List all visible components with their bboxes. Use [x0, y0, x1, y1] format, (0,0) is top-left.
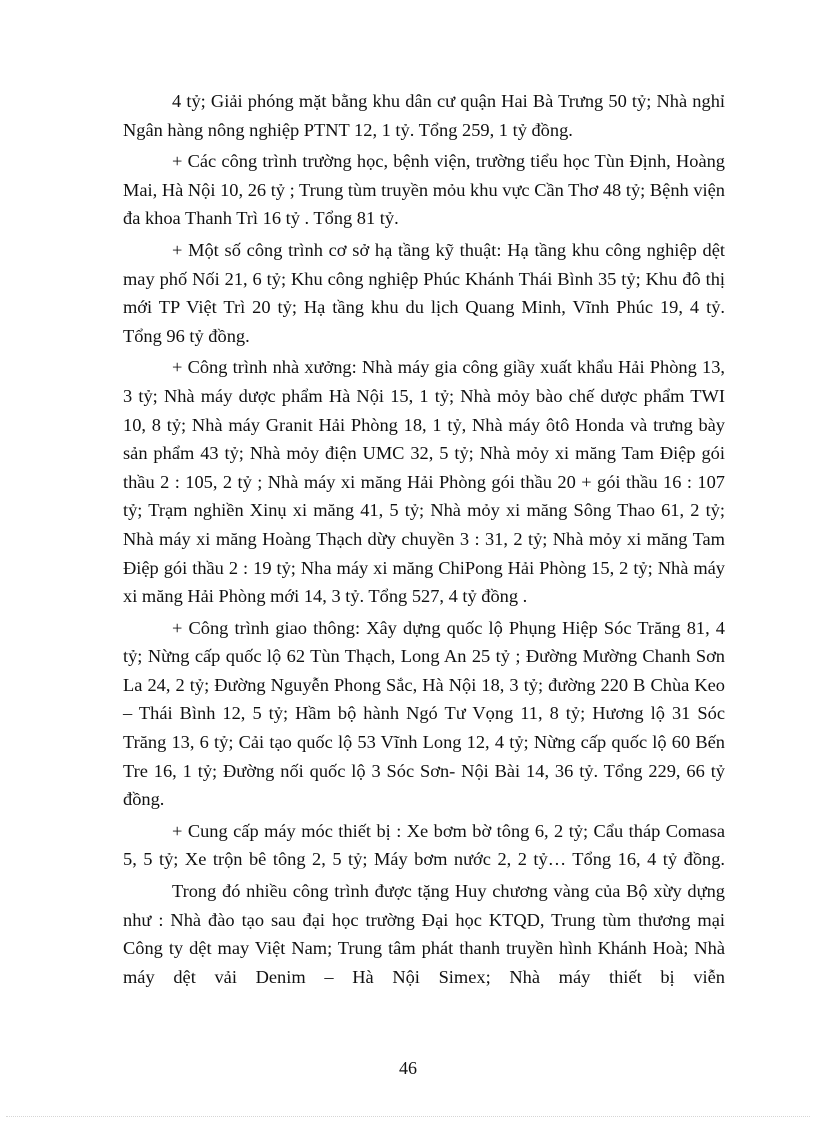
paragraph-1: 4 tỷ; Giải phóng mặt bằng khu dân cư quận Hai Bà Trưng 50 tỷ; Nhà nghỉ Ngân hàng nông nghiệp PTNT 12, 1 tỷ. Tổng 259, 1 tỷ đồng. [123, 91, 725, 140]
paragraph-7: Trong đó nhiều công trình được tặng Huy chương vàng của Bộ xừy dựng như : Nhà đào tạo sau đại học trường Đại học KTQD, Trung tùm thương mại Công ty dệt may Việt Nam; Trung tâm phát thanh truyền hình Khánh Hoà; Nhà máy dệt vải Denim – Hà Nội Simex; Nhà máy thiết bị viễn [123, 881, 725, 987]
paragraph-2: + Các công trình trường học, bệnh viện, trường tiểu học Tùn Định, Hoàng Mai, Hà Nội 10, 26 tỷ ; Trung tùm truyền mỏu khu vực Cần Thơ 48 tỷ; Bệnh viện đa khoa Thanh Trì 16 tỷ . Tổng 81 tỷ. [123, 151, 725, 229]
document-body [123, 87, 725, 994]
page-number: 46 [399, 1058, 417, 1078]
paragraph-5: + Công trình giao thông: Xây dựng quốc lộ Phụng Hiệp Sóc Trăng 81, 4 tỷ; Nừng cấp quốc lộ 62 Tùn Thạch, Long An 25 tỷ ; Đường Mường Chanh Sơn La 24, 2 tỷ; Đường Nguyễn Phong Sắc, Hà Nội 18, 3 tỷ; đường 220 B Chùa Keo – Thái Bình 12, 5 tỷ; Hầm bộ hành Ngó Tư Vọng 11, 8 tỷ; Hương lộ 31 Sóc Trăng 13, 6 tỷ; Cải tạo quốc lộ 53 Vĩnh Long 12, 4 tỷ; Nừng cấp quốc lộ 60 Bến Tre 16, 1 tỷ; Đường nối quốc lộ 3 Sóc Sơn- Nội Bài 14, 36 tỷ. Tổng 229, 66 tỷ đồng. [123, 617, 725, 810]
page-bottom-border [6, 1110, 810, 1117]
paragraph-4: + Công trình nhà xưởng: Nhà máy gia công giầy xuất khẩu Hải Phòng 13, 3 tỷ; Nhà máy dược phẩm Hà Nội 15, 1 tỷ; Nhà mỏy bào chế dược phẩm TWI 10, 8 tỷ; Nhà máy Granit Hải Phòng 18, 1 tỷ, Nhà máy ôtô Honda và trưng bày sản phẩm 43 tỷ; Nhà mỏy điện UMC 32, 5 tỷ; Nhà mỏy xi măng Tam Điệp gói thầu 2 : 105, 2 tỷ ; Nhà máy xi măng Hải Phòng gói thầu 20 + gói thầu 16 : 107 tỷ; Trạm nghiền Xinụ xi măng 41, 5 tỷ; Nhà mỏy xi măng Sông Thao 61, 2 tỷ; Nhà máy xi măng Hoàng Thạch dừy chuyền 3 : 31, 2 tỷ; Nhà mỏy xi măng Tam Điệp gói thầu 2 : 19 tỷ; Nha máy xi măng ChiPong Hải Phòng 15, 2 tỷ; Nhà máy xi măng Hải Phòng mới 14, 3 tỷ. Tổng 527, 4 tỷ đồng . [123, 357, 725, 607]
paragraph-6: + Cung cấp máy móc thiết bị : Xe bơm bờ tông 6, 2 tỷ; Cẩu tháp Comasa 5, 5 tỷ; Xe trộn bê tông 2, 5 tỷ; Máy bơm nước 2, 2 tỷ… Tổng 16, 4 tỷ đồng. [123, 820, 725, 870]
paragraph-3: + Một số công trình cơ sở hạ tầng kỹ thuật: Hạ tầng khu công nghiệp dệt may phố Nối 21, 6 tỷ; Khu công nghiệp Phúc Khánh Thái Bình 35 tỷ; Khu đô thị mới TP Việt Trì 20 tỷ; Hạ tầng khu du lịch Quang Minh, Vĩnh Phúc 19, 4 tỷ. Tổng 96 tỷ đồng. [123, 239, 725, 346]
